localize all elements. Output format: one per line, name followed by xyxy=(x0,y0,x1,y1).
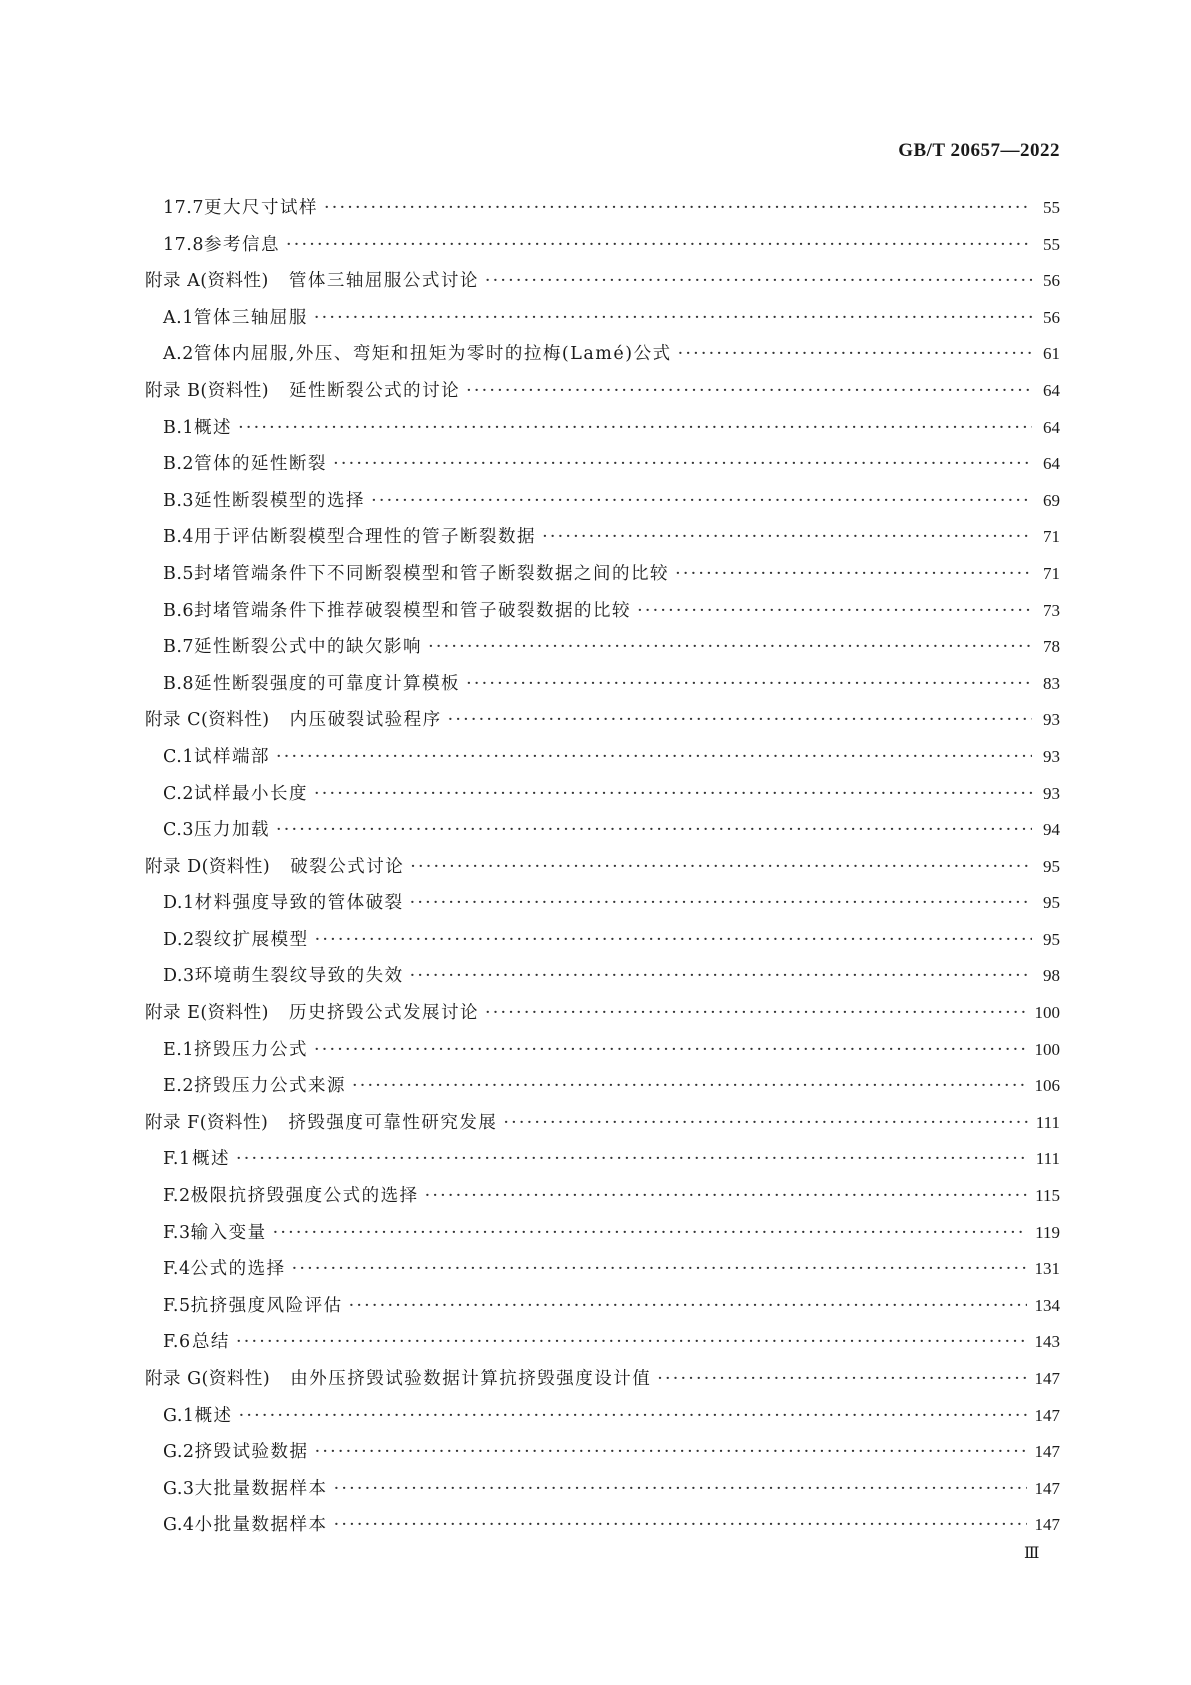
toc-dot-leader xyxy=(334,1471,1027,1508)
toc-entry-number: B.2 xyxy=(163,454,195,475)
toc-entry-number: F.6 xyxy=(163,1332,191,1353)
toc-entry-page: 69 xyxy=(1043,490,1060,510)
toc-entry-number: 附录 E(资料性) xyxy=(145,1003,269,1024)
toc-entry-number: B.8 xyxy=(163,673,195,694)
toc-entry-title: 参考信息 xyxy=(203,234,280,255)
toc-entry-page: 55 xyxy=(1043,234,1060,254)
toc-entry-page: 100 xyxy=(1034,1039,1060,1059)
toc-entry-title: 用于评估断裂模型合理性的管子断裂数据 xyxy=(194,527,537,548)
toc-entry-number: F.1 xyxy=(163,1149,191,1170)
toc-entry-a-2[interactable] xyxy=(145,336,1060,373)
toc-entry-number: 附录 D(资料性) xyxy=(145,856,271,877)
toc-entry-appendix-d[interactable] xyxy=(145,849,1060,886)
toc-entry-appendix-g[interactable] xyxy=(145,1361,1060,1398)
toc-entry-title: 材料强度导致的管体破裂 xyxy=(194,893,404,914)
toc-entry-e-2[interactable] xyxy=(145,1068,1060,1105)
toc-entry-title: 试样端部 xyxy=(193,746,270,767)
toc-entry-title: 管体三轴屈服 xyxy=(193,307,308,328)
toc-entry-title: 封堵管端条件下不同断裂模型和管子断裂数据之间的比较 xyxy=(194,563,670,584)
toc-entry-page: 78 xyxy=(1043,637,1060,657)
toc-entry-number: G.4 xyxy=(163,1515,195,1536)
toc-entry-17-8[interactable] xyxy=(145,227,1060,264)
toc-entry-number: G.1 xyxy=(163,1405,195,1426)
toc-entry-page: 64 xyxy=(1043,454,1060,474)
toc-entry-title: 内压破裂试验程序 xyxy=(289,710,442,731)
toc-entry-page: 61 xyxy=(1043,344,1060,364)
toc-dot-leader xyxy=(238,410,1032,447)
toc-entry-page: 111 xyxy=(1035,1112,1060,1132)
toc-entry-title: 抗挤强度风险评估 xyxy=(190,1295,343,1316)
toc-entry-title: 由外压挤毁试验数据计算抗挤毁强度设计值 xyxy=(290,1369,652,1389)
toc-entry-number: B.6 xyxy=(163,600,195,621)
toc-entry-b-3[interactable] xyxy=(145,483,1060,520)
toc-entry-b-7[interactable] xyxy=(145,629,1060,666)
toc-entry-number: E.1 xyxy=(163,1039,194,1060)
toc-entry-number: E.2 xyxy=(163,1076,194,1097)
toc-dot-leader xyxy=(503,1105,1027,1142)
toc-dot-leader xyxy=(276,812,1032,849)
toc-dot-leader xyxy=(314,1032,1027,1069)
toc-entry-page: 94 xyxy=(1043,820,1060,840)
toc-entry-title: 挤毁压力公式 xyxy=(193,1039,308,1060)
toc-dot-leader xyxy=(352,1068,1027,1105)
toc-entry-page: 64 xyxy=(1043,380,1060,400)
toc-dot-leader xyxy=(657,1361,1026,1398)
toc-entry-title: 挤毁压力公式来源 xyxy=(193,1076,346,1097)
toc-dot-leader xyxy=(678,336,1032,373)
toc-entry-page: 100 xyxy=(1034,1003,1060,1023)
toc-entry-number: 17.8 xyxy=(163,234,204,255)
toc-entry-a-1[interactable] xyxy=(145,300,1060,337)
toc-dot-leader xyxy=(349,1288,1027,1325)
toc-dot-leader xyxy=(236,1141,1028,1178)
toc-entry-number: 附录 A(资料性) xyxy=(145,271,269,292)
toc-entry-page: 71 xyxy=(1043,527,1060,547)
toc-entry-title: 压力加载 xyxy=(193,820,270,841)
toc-entry-title: 环境萌生裂纹导致的失效 xyxy=(194,966,404,987)
toc-entry-number: C.3 xyxy=(163,820,194,841)
toc-entry-title: 大批量数据样本 xyxy=(194,1478,328,1499)
toc-entry-number: 附录 C(资料性) xyxy=(145,710,270,731)
toc-entry-page: 95 xyxy=(1043,893,1060,913)
toc-entry-title: 挤毁试验数据 xyxy=(194,1442,309,1463)
toc-entry-page: 134 xyxy=(1034,1295,1060,1315)
toc-dot-leader xyxy=(448,702,1032,739)
toc-dot-leader xyxy=(314,300,1032,337)
toc-entry-number: 附录 G(资料性) xyxy=(145,1369,271,1389)
toc-entry-page: 93 xyxy=(1043,746,1060,766)
toc-dot-leader xyxy=(286,227,1032,264)
toc-entry-e-1[interactable] xyxy=(145,1032,1060,1069)
toc-entry-appendix-e[interactable] xyxy=(145,995,1060,1032)
toc-entry-title: 挤毁强度可靠性研究发展 xyxy=(288,1112,498,1133)
toc-entry-title: 输入变量 xyxy=(190,1222,267,1243)
toc-dot-leader xyxy=(410,849,1032,886)
toc-entry-title: 管体内屈服,外压、弯矩和扭矩为零时的拉梅(Lamé)公式 xyxy=(193,344,672,365)
toc-entry-appendix-f[interactable] xyxy=(145,1105,1060,1142)
toc-dot-leader xyxy=(485,263,1032,300)
toc-entry-number: F.5 xyxy=(163,1295,191,1316)
toc-dot-leader xyxy=(410,958,1032,995)
toc-entry-page: 93 xyxy=(1043,710,1060,730)
toc-entry-page: 98 xyxy=(1043,966,1060,986)
table-of-contents xyxy=(145,190,1060,1544)
toc-entry-f-6[interactable] xyxy=(145,1324,1060,1361)
toc-dot-leader xyxy=(239,1398,1027,1435)
toc-entry-f-5[interactable] xyxy=(145,1288,1060,1325)
toc-entry-number: A.2 xyxy=(163,344,194,365)
toc-entry-17-7[interactable] xyxy=(145,190,1060,227)
toc-entry-title: 概述 xyxy=(194,1405,233,1426)
toc-entry-page: 147 xyxy=(1034,1478,1060,1498)
toc-dot-leader xyxy=(410,885,1032,922)
toc-entry-g-2[interactable] xyxy=(145,1434,1060,1471)
toc-entry-page: 56 xyxy=(1043,271,1060,291)
toc-dot-leader xyxy=(485,995,1027,1032)
toc-entry-title: 极限抗挤毁强度公式的选择 xyxy=(190,1186,419,1207)
toc-entry-page: 95 xyxy=(1043,856,1060,876)
toc-entry-c-3[interactable] xyxy=(145,812,1060,849)
toc-dot-leader xyxy=(466,666,1032,703)
standard-number: GB/T 20657—2022 xyxy=(898,140,1060,161)
toc-entry-number: 附录 B(资料性) xyxy=(145,380,270,401)
toc-dot-leader xyxy=(333,446,1032,483)
toc-dot-leader xyxy=(425,1178,1028,1215)
toc-entry-number: D.1 xyxy=(163,893,195,914)
toc-entry-b-8[interactable] xyxy=(145,666,1060,703)
toc-entry-number: B.4 xyxy=(163,527,195,548)
toc-entry-title: 破裂公式讨论 xyxy=(290,856,405,877)
toc-entry-title: 裂纹扩展模型 xyxy=(194,929,309,950)
toc-entry-page: 106 xyxy=(1034,1076,1060,1096)
toc-dot-leader xyxy=(315,922,1032,959)
toc-entry-page: 147 xyxy=(1034,1369,1060,1388)
toc-entry-g-3[interactable] xyxy=(145,1471,1060,1508)
toc-entry-page: 71 xyxy=(1043,563,1060,583)
toc-entry-title: 历史挤毁公式发展讨论 xyxy=(289,1003,479,1024)
toc-entry-f-1[interactable] xyxy=(145,1141,1060,1178)
toc-entry-title: 延性断裂强度的可靠度计算模板 xyxy=(194,673,461,694)
toc-entry-number: 附录 F(资料性) xyxy=(145,1112,269,1133)
page-number: Ⅲ xyxy=(1024,1545,1039,1562)
toc-entry-number: G.3 xyxy=(163,1478,195,1499)
toc-entry-f-3[interactable] xyxy=(145,1215,1060,1252)
toc-entry-number: B.7 xyxy=(163,637,195,658)
toc-entry-c-1[interactable] xyxy=(145,739,1060,776)
toc-entry-d-1[interactable] xyxy=(145,885,1060,922)
toc-entry-number: A.1 xyxy=(163,307,194,328)
toc-entry-number: D.3 xyxy=(163,966,195,987)
toc-entry-title: 总结 xyxy=(191,1332,230,1353)
toc-dot-leader xyxy=(542,519,1032,556)
toc-entry-page: 119 xyxy=(1035,1222,1060,1242)
toc-entry-page: 111 xyxy=(1035,1149,1060,1169)
toc-entry-b-5[interactable] xyxy=(145,556,1060,593)
toc-dot-leader xyxy=(371,483,1032,520)
toc-entry-page: 143 xyxy=(1034,1332,1060,1352)
toc-entry-b-1[interactable] xyxy=(145,410,1060,447)
toc-entry-page: 56 xyxy=(1043,307,1060,327)
toc-entry-title: 管体三轴屈服公式讨论 xyxy=(288,271,479,292)
toc-entry-f-4[interactable] xyxy=(145,1251,1060,1288)
toc-entry-title: 公式的选择 xyxy=(190,1259,286,1280)
toc-entry-number: D.2 xyxy=(163,929,195,950)
toc-entry-number: 17.7 xyxy=(163,198,204,218)
toc-dot-leader xyxy=(637,593,1032,630)
toc-entry-title: 试样最小长度 xyxy=(193,783,308,804)
toc-entry-d-2[interactable] xyxy=(145,922,1060,959)
toc-dot-leader xyxy=(466,373,1032,410)
toc-entry-page: 147 xyxy=(1034,1442,1060,1462)
toc-entry-page: 131 xyxy=(1034,1259,1060,1279)
toc-entry-number: B.5 xyxy=(163,563,195,584)
toc-dot-leader xyxy=(675,556,1032,593)
toc-entry-f-2[interactable] xyxy=(145,1178,1060,1215)
toc-entry-title: 概述 xyxy=(194,417,233,438)
toc-entry-appendix-c[interactable] xyxy=(145,702,1060,739)
toc-entry-b-4[interactable] xyxy=(145,519,1060,556)
toc-dot-leader xyxy=(428,629,1032,666)
toc-entry-d-3[interactable] xyxy=(145,958,1060,995)
toc-dot-leader xyxy=(236,1324,1027,1361)
toc-dot-leader xyxy=(334,1507,1027,1544)
toc-entry-page: 73 xyxy=(1043,600,1060,620)
toc-entry-number: G.2 xyxy=(163,1442,195,1463)
toc-entry-g-1[interactable] xyxy=(145,1398,1060,1435)
toc-entry-title: 延性断裂公式中的缺欠影响 xyxy=(194,637,423,658)
toc-entry-number: F.4 xyxy=(163,1259,191,1280)
toc-entry-title: 小批量数据样本 xyxy=(194,1515,328,1536)
toc-entry-b-6[interactable] xyxy=(145,593,1060,630)
toc-entry-title: 管体的延性断裂 xyxy=(194,454,328,475)
toc-entry-number: C.1 xyxy=(163,746,194,767)
toc-entry-page: 83 xyxy=(1043,673,1060,693)
toc-entry-appendix-a[interactable] xyxy=(145,263,1060,300)
toc-entry-page: 147 xyxy=(1034,1515,1060,1535)
toc-entry-page: 55 xyxy=(1043,198,1060,217)
toc-entry-number: B.3 xyxy=(163,490,195,511)
toc-entry-c-2[interactable] xyxy=(145,776,1060,813)
toc-entry-page: 64 xyxy=(1043,417,1060,437)
toc-dot-leader xyxy=(314,776,1032,813)
toc-entry-appendix-b[interactable] xyxy=(145,373,1060,410)
toc-entry-title: 概述 xyxy=(191,1149,230,1170)
toc-entry-number: F.2 xyxy=(163,1186,191,1207)
toc-entry-g-4[interactable] xyxy=(145,1507,1060,1544)
toc-entry-page: 95 xyxy=(1043,929,1060,949)
toc-dot-leader xyxy=(315,1434,1027,1471)
toc-entry-number: F.3 xyxy=(163,1222,191,1243)
toc-entry-title: 延性断裂公式的讨论 xyxy=(289,380,461,401)
toc-entry-page: 115 xyxy=(1035,1186,1060,1206)
toc-entry-b-2[interactable] xyxy=(145,446,1060,483)
toc-dot-leader xyxy=(276,739,1032,776)
toc-dot-leader xyxy=(273,1215,1028,1252)
toc-entry-page: 147 xyxy=(1034,1405,1060,1425)
toc-entry-title: 更大尺寸试样 xyxy=(203,198,318,218)
toc-entry-number: C.2 xyxy=(163,783,194,804)
toc-entry-page: 93 xyxy=(1043,783,1060,803)
toc-dot-leader xyxy=(324,190,1032,227)
toc-entry-number: B.1 xyxy=(163,417,195,438)
toc-dot-leader xyxy=(292,1251,1027,1288)
toc-entry-title: 延性断裂模型的选择 xyxy=(194,490,366,511)
toc-entry-title: 封堵管端条件下推荐破裂模型和管子破裂数据的比较 xyxy=(194,600,632,621)
